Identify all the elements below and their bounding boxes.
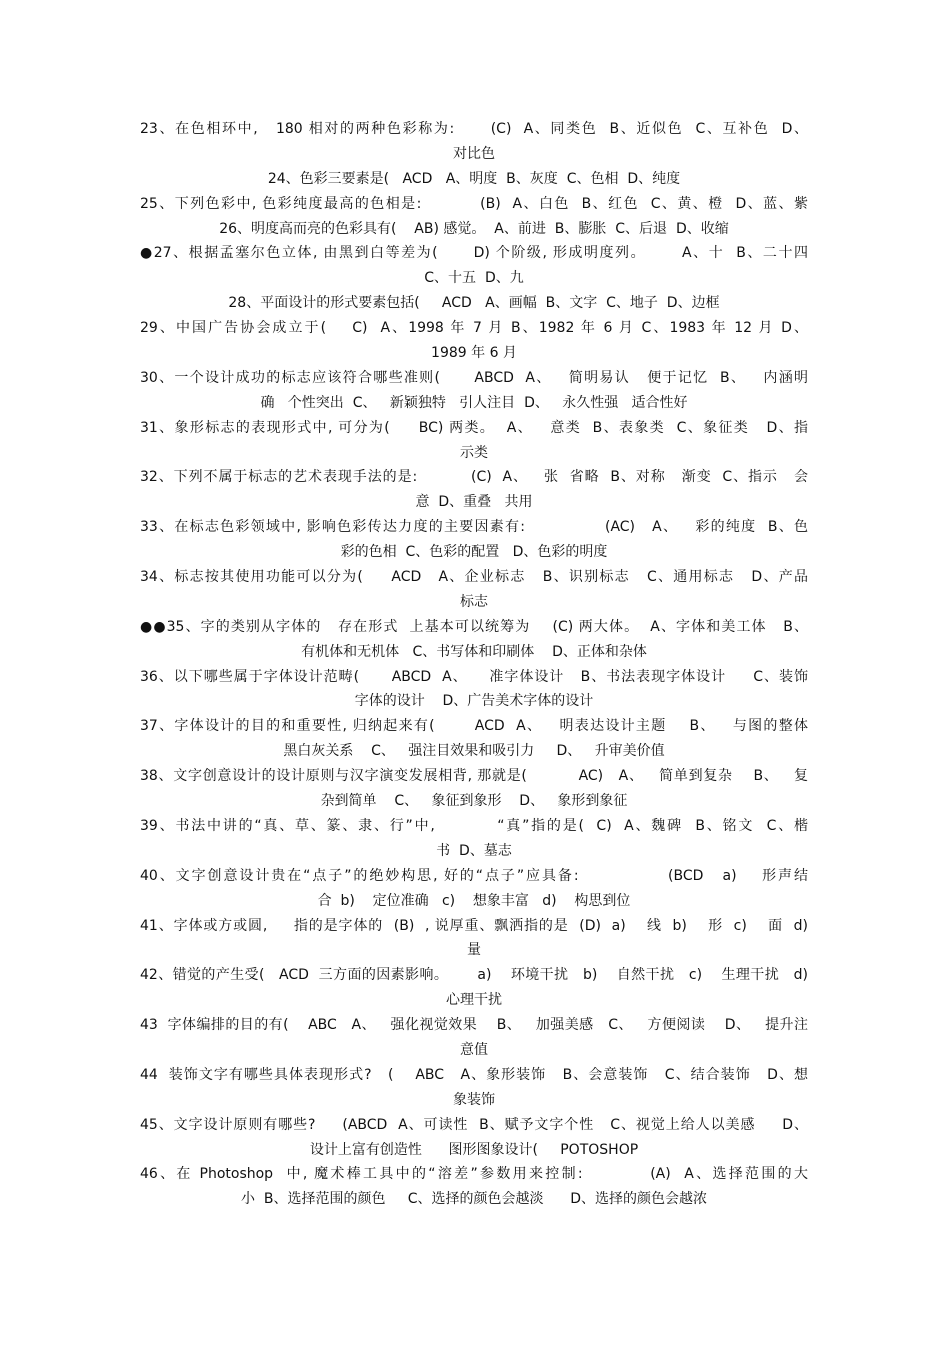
text-line: 25、下列色彩中, 色彩纯度最高的色相是: (B) A、白色 B、红色 C、黄、橙 D、蓝、紫 [140, 195, 808, 212]
text-line: 40、文字创意设计贵在“点子”的绝妙构思, 好的“点子”应具备: (BCD a) 形声结 [140, 867, 808, 884]
text-line: 确 个性突出 C、 新颖独特 引人注目 D、 永久性强 适合性好 [260, 394, 688, 411]
text-line: 黑白灰关系 C、 强注目效果和吸引力 D、 升审美价值 [283, 743, 665, 760]
text-line: 38、文字创意设计的设计原则与汉字演变发展相背, 那就是( AC) A、 简单到复杂 B、 复 [140, 768, 808, 785]
text-line: 彩的色相 C、色彩的配置 D、色彩的明度 [340, 544, 608, 561]
text-line: 字体的设计 D、广告美术字体的设计 [354, 693, 594, 710]
text-line: 37、字体设计的目的和重要性, 归纳起来有( ACD A、 明表达设计主题 B、 与图的整体 [140, 718, 808, 735]
text-line: 39、书法中讲的“真、草、篆、隶、行”中, “真”指的是( C) A、魏碑 B、铭文 C、楷 [140, 817, 808, 834]
text-line: 33、在标志色彩领域中, 影响色彩传达力度的主要因素有: (AC) A、 彩的纯度 B、色 [140, 519, 808, 536]
question-list [140, 117, 808, 1212]
text-line: ●27、根据孟塞尔色立体, 由黑到白等差为( D) 个阶级, 形成明度列。 A、十 B、二十四 [140, 245, 808, 262]
text-line: 示类 [460, 444, 488, 461]
text-line: 有机体和无机体 C、书写体和印刷体 D、正体和杂体 [301, 643, 647, 660]
text-line: 意 D、重叠 共用 [415, 494, 533, 511]
text-line: 24、色彩三要素是( ACD A、明度 B、灰度 C、色相 D、纯度 [267, 170, 681, 187]
text-line: 标志 [460, 593, 488, 610]
text-line: 45、文字设计原则有哪些? (ABCD A、可读性 B、赋予文字个性 C、视觉上给人以美感 D、 [140, 1116, 808, 1133]
text-line: 30、一个设计成功的标志应该符合哪些准则( ABCD A、 简明易认 便于记忆 B、 内涵明 [140, 369, 808, 386]
text-line: 32、下列不属于标志的艺术表现手法的是: (C) A、 张 省略 B、对称 渐变 C、指示 会 [140, 469, 808, 486]
text-line: 36、以下哪些属于字体设计范畴( ABCD A、 准字体设计 B、书法表现字体设计 C、装饰 [140, 668, 808, 685]
text-line: 26、明度高而亮的色彩具有( AB) 感觉。 A、前进 B、膨胀 C、后退 D、收缩 [219, 220, 729, 237]
text-line: 44 装饰文字有哪些具体表现形式? ( ABC A、象形装饰 B、会意装饰 C、结合装饰 D、想 [140, 1066, 808, 1083]
text-line: 29、中国广告协会成立于( C) A、1998 年 7 月 B、1982 年 6 月 C、1983 年 12 月 D、 [140, 320, 808, 337]
text-line: 杂到简单 C、 象征到象形 D、 象形到象征 [320, 793, 628, 810]
text-line: 43 字体编排的目的有( ABC A、 强化视觉效果 B、 加强美感 C、 方便阅读 D、 提升注 [140, 1017, 808, 1034]
text-line: 41、字体或方或圆, 指的是字体的 (B) , 说厚重、飘洒指的是 (D) a) 线 b) 形 c) 面 d) [140, 917, 808, 934]
text-line: 合 b) 定位准确 c) 想象丰富 d) 构思到位 [317, 892, 631, 909]
text-line: 意值 [460, 1041, 488, 1058]
text-line: C、十五 D、九 [424, 270, 524, 287]
text-line: 量 [467, 942, 481, 959]
text-line: 31、象形标志的表现形式中, 可分为( BC) 两类。 A、 意类 B、表象类 C、象征类 D、指 [140, 419, 808, 436]
text-line: 23、在色相环中, 180 相对的两种色彩称为: (C) A、同类色 B、近似色 C、互补色 D、 [140, 121, 808, 137]
text-line: 42、错觉的产生受( ACD 三方面的因素影响。 a) 环境干扰 b) 自然干扰 c) 生理干扰 d) [140, 967, 808, 984]
text-line: 象装饰 [453, 1091, 495, 1108]
text-line: 46、在 Photoshop 中, 魔术棒工具中的“溶差”参数用来控制: (A) A、选择范围的大 [140, 1166, 808, 1183]
text-line: 心理干扰 [446, 992, 502, 1009]
text-line: 对比色 [453, 145, 495, 162]
text-line: 1989 年 6 月 [431, 345, 517, 362]
text-line: ●●35、字的类别从字体的 存在形式 上基本可以统筹为 (C) 两大体。 A、字体和美工体 B、 [140, 618, 808, 635]
text-line: 书 D、墓志 [436, 842, 512, 859]
text-line: 34、标志按其使用功能可以分为( ACD A、企业标志 B、识别标志 C、通用标志 D、产品 [140, 569, 808, 586]
text-line: 小 B、选择范围的颜色 C、选择的颜色会越淡 D、选择的颜色会越浓 [240, 1191, 707, 1208]
text-line: 28、平面设计的形式要素包括( ACD A、画幅 B、文字 C、地子 D、边框 [228, 295, 720, 312]
text-line: 设计上富有创造性 图形图象设计( POTOSHOP [309, 1141, 639, 1158]
